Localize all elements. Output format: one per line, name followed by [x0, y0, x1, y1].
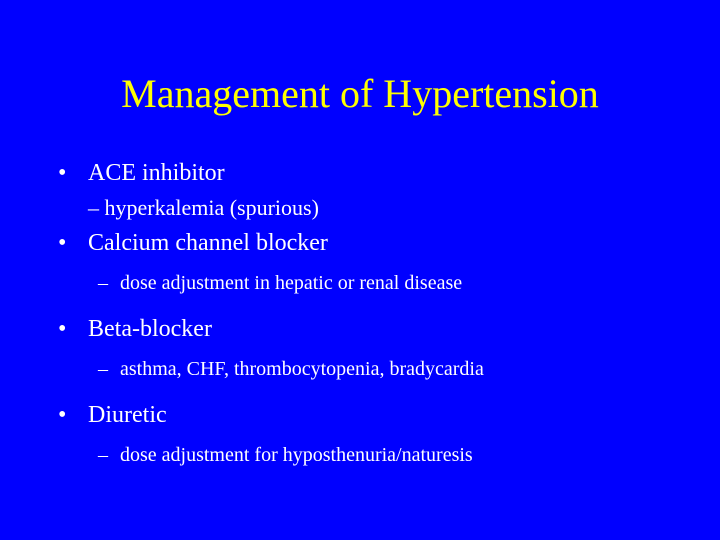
dash-icon: – [98, 444, 108, 466]
dash-icon: – [98, 358, 108, 380]
bullet-item-beta-blocker [58, 311, 698, 347]
slide-title: Management of Hypertension [121, 71, 599, 116]
bullet-label: Calcium channel blocker [88, 230, 328, 256]
sub-bullet [58, 441, 698, 469]
bullet-label: Diuretic [88, 402, 167, 428]
sub-bullet [58, 269, 698, 297]
bullet-icon: • [58, 402, 67, 428]
bullet-continuation: – hyperkalemia (spurious) [88, 195, 319, 220]
bullet-item-ace-inhibitor [58, 155, 698, 191]
bullet-item-diuretic [58, 397, 698, 433]
bullet-label: Beta-blocker [88, 316, 212, 342]
sub-bullet-text: dose adjustment in hepatic or renal disease [120, 272, 463, 294]
bullet-icon: • [58, 316, 67, 342]
sub-bullet-text: asthma, CHF, thrombocytopenia, bradycardia [120, 358, 484, 380]
dash-icon: – [98, 272, 108, 294]
sub-bullet-text: dose adjustment for hyposthenuria/naturesis [120, 444, 473, 466]
bullet-label: ACE inhibitor [88, 160, 225, 186]
bullet-icon: • [58, 230, 67, 256]
bullet-icon: • [58, 160, 67, 186]
bullet-item-calcium-channel-blocker [58, 225, 698, 261]
sub-bullet [58, 355, 698, 383]
bullet-list [58, 155, 698, 483]
